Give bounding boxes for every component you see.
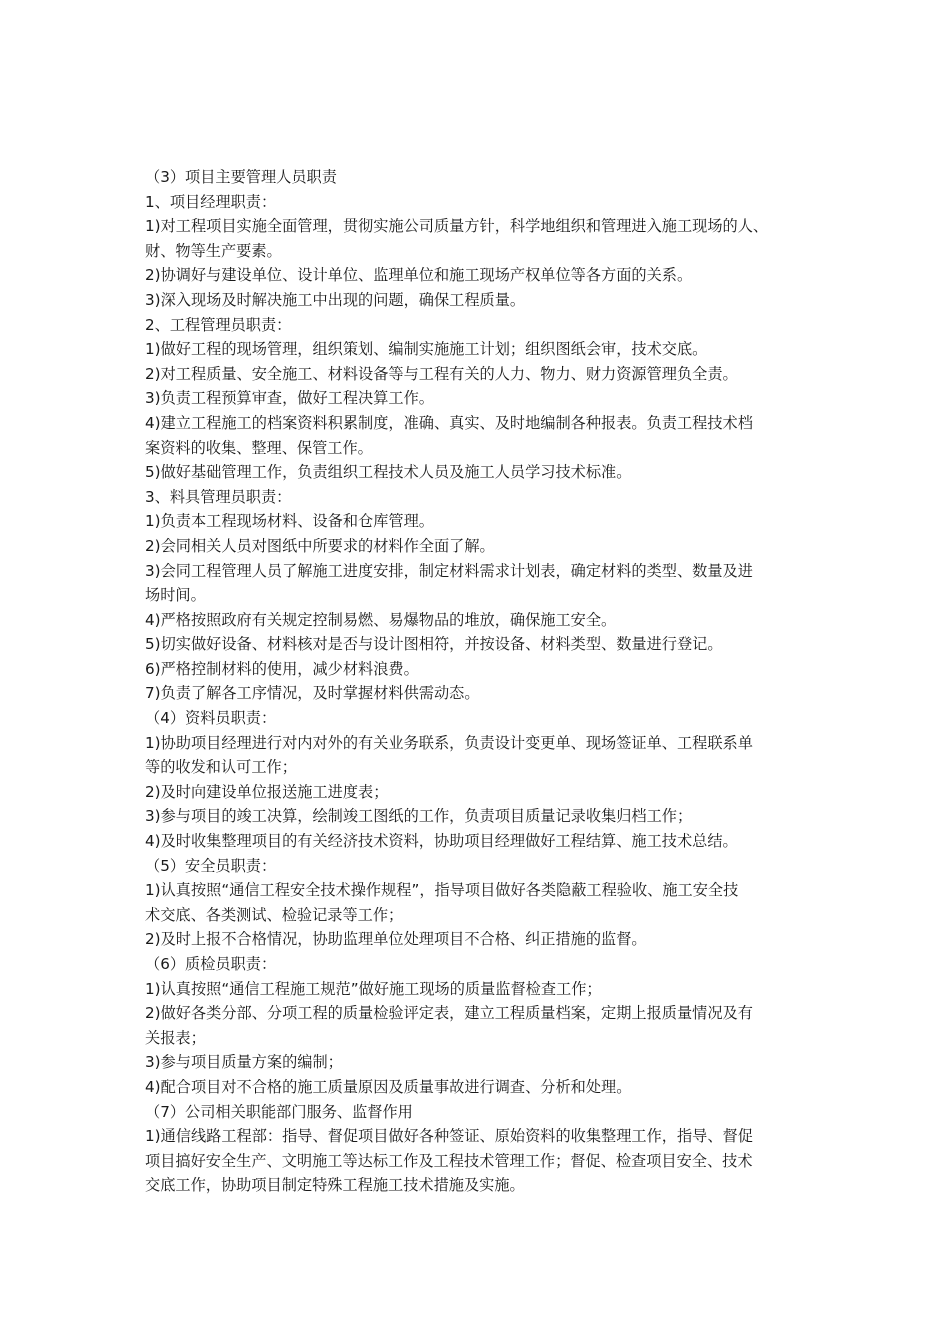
section-heading: （3）项目主要管理人员职责 (145, 168, 337, 186)
text-line: 等的收发和认可工作； (145, 758, 297, 777)
section-heading: （7）公司相关职能部门服务、监督作用 (145, 1102, 413, 1121)
section-heading: （4）资料员职责： (145, 709, 277, 728)
text-line: 3)会同工程管理人员了解施工进度安排，制定材料需求计划表，确定材料的类型、数量及进 (145, 561, 753, 580)
text-line: 1)做好工程的现场管理，组织策划、编制实施施工计划；组织图纸会审，技术交底。 (145, 340, 708, 359)
section-heading: （5）安全员职责： (145, 856, 277, 875)
text-line: 2)对工程质量、安全施工、材料设备等与工程有关的人力、物力、财力资源管理负全责。 (145, 364, 738, 383)
text-line: 1)对工程项目实施全面管理，贯彻实施公司质量方针，科学地组织和管理进入施工现场的人、 (145, 217, 769, 236)
subsection-heading: 2、工程管理员职责： (145, 315, 292, 334)
text-line: 3)深入现场及时解决施工中出现的问题，确保工程质量。 (145, 290, 526, 309)
text-line: 5)做好基础管理工作，负责组织工程技术人员及施工人员学习技术标准。 (145, 463, 632, 482)
text-line: 5)切实做好设备、材料核对是否与设计图相符，并按设备、材料类型、数量进行登记。 (145, 635, 723, 654)
text-line: 关报表； (145, 1028, 206, 1047)
subsection-heading: 3、料具管理员职责： (145, 487, 292, 506)
subsection-heading: 1、项目经理职责： (145, 192, 277, 211)
text-line: 3)参与项目的竣工决算，绘制竣工图纸的工作，负责项目质量记录收集归档工作； (145, 807, 693, 826)
text-line: 2)及时上报不合格情况，协助监理单位处理项目不合格、纠正措施的监督。 (145, 930, 647, 949)
text-line: 2)会同相关人员对图纸中所要求的材料作全面了解。 (145, 536, 495, 555)
text-line: 2)及时向建设单位报送施工进度表； (145, 782, 389, 801)
text-line: 项目搞好安全生产、文明施工等达标工作及工程技术管理工作；督促、检查项目安全、技术 (145, 1151, 753, 1170)
text-line: 术交底、各类测试、检验记录等工作； (145, 905, 404, 924)
text-line: 场时间。 (145, 586, 206, 605)
text-line: 7)负责了解各工序情况，及时掌握材料供需动态。 (145, 684, 480, 703)
text-line: 4)及时收集整理项目的有关经济技术资料，协助项目经理做好工程结算、施工技术总结。 (145, 832, 738, 851)
text-line: 1)认真按照“通信工程安全技术操作规程”，指导项目做好各类隐蔽工程验收、施工安全技 (145, 881, 739, 900)
text-line: 3)负责工程预算审查，做好工程决算工作。 (145, 389, 434, 408)
text-line: 1)认真按照“通信工程施工规范”做好施工现场的质量监督检查工作； (145, 979, 602, 998)
text-line: 1)负责本工程现场材料、设备和仓库管理。 (145, 512, 434, 531)
text-line: 交底工作，协助项目制定特殊工程施工技术措施及实施。 (145, 1176, 525, 1195)
text-line: 案资料的收集、整理、保管工作。 (145, 438, 373, 457)
text-line: 4)严格按照政府有关规定控制易燃、易爆物品的堆放，确保施工安全。 (145, 610, 617, 629)
text-line: 3)参与项目质量方案的编制； (145, 1053, 343, 1072)
text-line: 2)做好各类分部、分项工程的质量检验评定表，建立工程质量档案，定期上报质量情况及有 (145, 1004, 753, 1023)
text-line: 4)建立工程施工的档案资料积累制度，准确、真实、及时地编制各种报表。负责工程技术档 (145, 413, 753, 432)
text-line: 财、物等生产要素。 (145, 241, 282, 260)
document-body (145, 165, 815, 1198)
section-heading: （6）质检员职责： (145, 955, 277, 973)
text-line: 6)严格控制材料的使用，减少材料浪费。 (145, 659, 419, 678)
text-line: 1)协助项目经理进行对内对外的有关业务联系，负责设计变更单、现场签证单、工程联系单 (145, 733, 753, 752)
text-line: 4)配合项目对不合格的施工质量原因及质量事故进行调查、分析和处理。 (145, 1077, 632, 1096)
text-line: 2)协调好与建设单位、设计单位、监理单位和施工现场产权单位等各方面的关系。 (145, 266, 693, 285)
text-line: 1)通信线路工程部：指导、督促项目做好各种签证、原始资料的收集整理工作，指导、督促 (145, 1127, 753, 1146)
